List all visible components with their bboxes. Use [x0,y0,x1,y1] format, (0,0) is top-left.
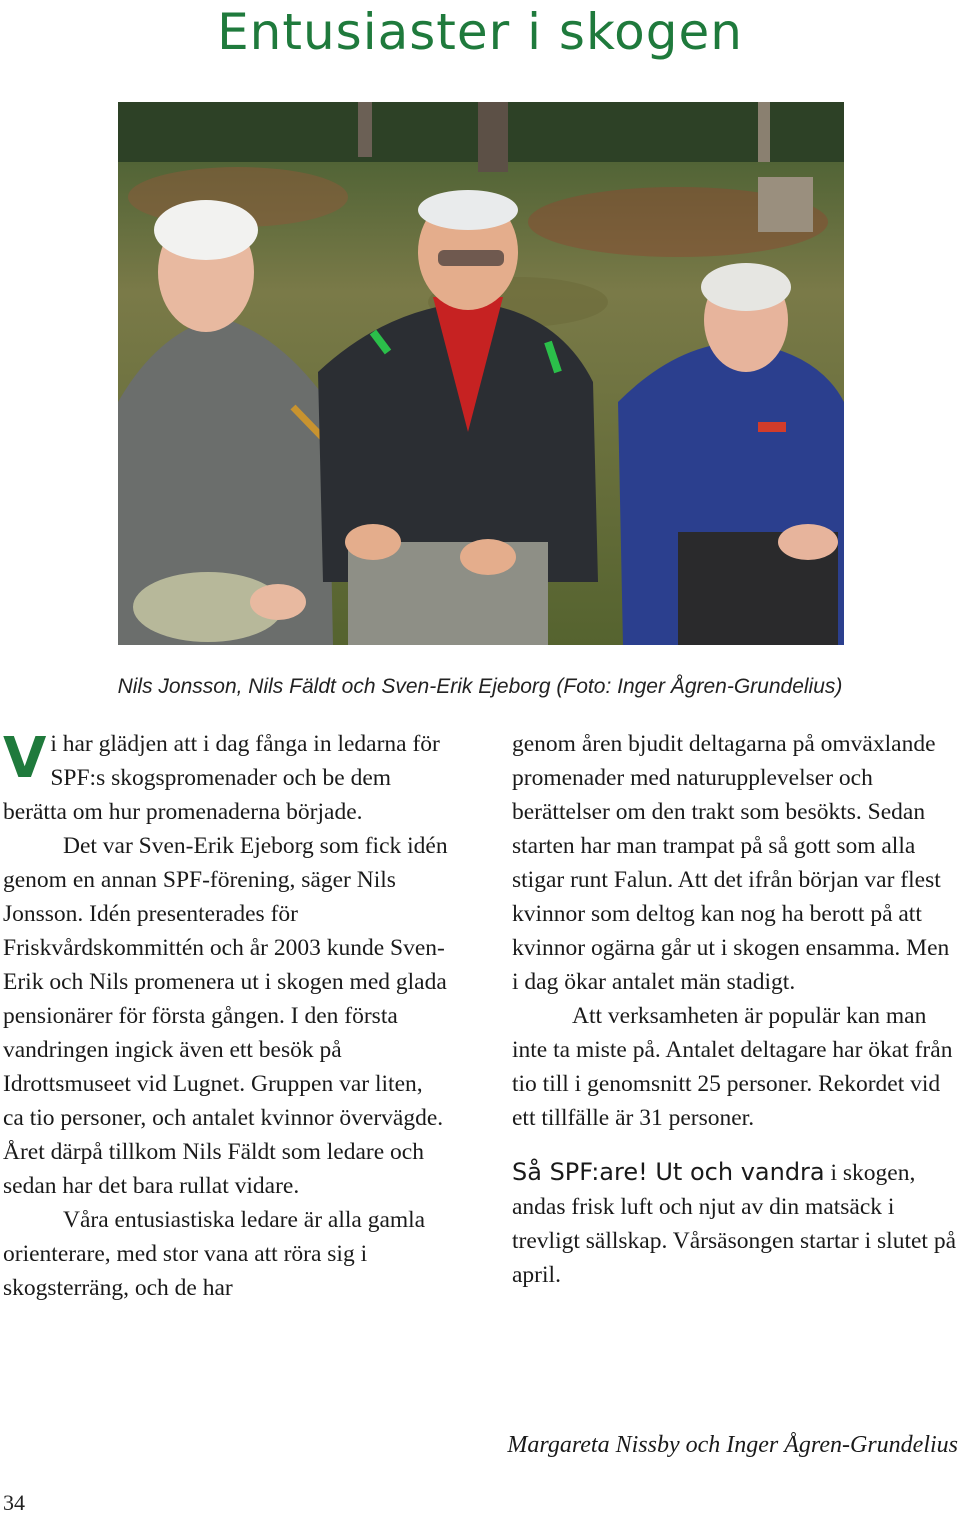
page-number: 34 [3,1490,25,1515]
article-column-left [3,727,448,1305]
group-photo-illustration [118,102,844,645]
drop-cap: V [3,726,47,791]
group-photo [118,102,844,645]
article-paragraph: Att verksamheten är populär kan man inte ta miste på. Antalet deltagare har ökat från tio till i genomsnitt 25 personer. Rekordet vid ett tillfälle är 31 personer. [512,1003,953,1131]
photo-caption: Nils Jonsson, Nils Fäldt och Sven-Erik Ejeborg (Foto: Inger Ågren-Grundelius) [117,675,843,698]
closing-highlight: Så SPF:are! Ut och vandra [512,1158,825,1186]
article-paragraph: genom åren bjudit deltagarna på omväxlande promenader med naturupplevelser och berättelser om den trakt som besökts. Sedan starten har man trampat på så gott som alla stigar runt Falun. Att det ifrån början var flest kvinnor som deltog kan nog ha berott på att kvinnor ogärna går ut i skogen ensamma. Men i dag ökar antalet män stadigt. [512,731,950,995]
article-closing-paragraph [512,1155,958,1292]
closing-text: i skogen, andas frisk luft och njut av din matsäck i trevligt sällskap. Vårsäsongen startar i slutet på april. [512,1160,956,1288]
article-paragraph: Det var Sven-Erik Ejeborg som fick idén genom en annan SPF-förening, säger Nils Jonsson. Idén presenterades för Friskvårdskommittén och år 2003 kunde Sven-Erik och Nils promenera ut i skogen med glada pensionärer för första gången. I den första vandringen ingick även ett besök på Idrottsmuseet vid Lugnet. Gruppen var liten, ca tio personer, och antalet kvinnor övervägde. Året därpå tillkom Nils Fäldt som ledare och sedan har det bara rullat vidare. [3,833,448,1199]
page-title: Entusiaster i skogen [217,3,743,61]
article-paragraph-intro [3,727,448,829]
author-signature: Margareta Nissby och Inger Ågren-Grundelius [507,1432,958,1458]
intro-text: i har glädjen att i dag fånga in ledarna för SPF:s skogspromenader och be dem berätta om hur promenaderna började. [3,731,440,825]
article-column-right [512,727,958,1292]
article-paragraph: Våra entusiastiska ledare är alla gamla orienterare, med stor vana att röra sig i skogsterräng, och de har [3,1207,426,1301]
